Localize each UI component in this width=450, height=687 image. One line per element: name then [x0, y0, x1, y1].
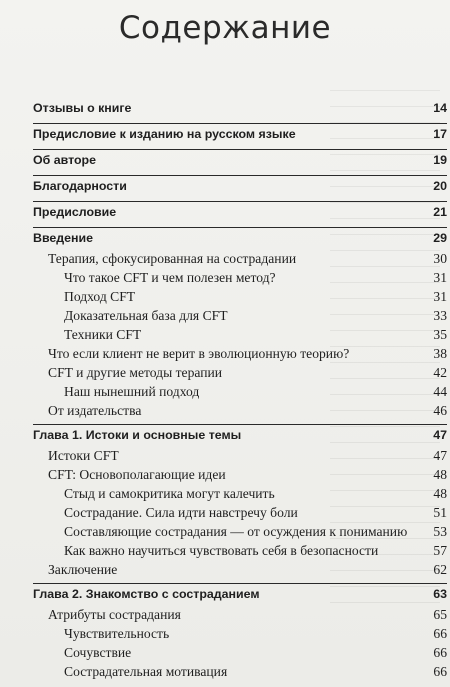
toc-entry-title: Терапия, сфокусированная на сострадании: [48, 251, 297, 266]
toc-entry[interactable]: [33, 541, 447, 560]
toc-entry-title: Глава 2. Знакомство с состраданием: [33, 587, 260, 601]
toc-entry[interactable]: [33, 560, 447, 579]
toc-entry[interactable]: [33, 325, 447, 344]
toc-entry-page: 21: [433, 205, 447, 219]
toc-entry-page: 47: [433, 448, 447, 463]
toc-entry-page: 31: [433, 270, 447, 285]
toc-entry[interactable]: [33, 306, 447, 325]
toc-chapter-entry[interactable]: [33, 98, 447, 119]
toc-entry[interactable]: [33, 382, 447, 401]
toc-entry-page: 20: [433, 179, 447, 193]
toc-entry[interactable]: [33, 484, 447, 503]
toc-entry[interactable]: [33, 268, 447, 287]
toc-entry-page: 29: [433, 231, 447, 245]
toc-entry-page: 42: [433, 365, 447, 380]
toc-entry[interactable]: [33, 401, 447, 420]
toc-entry[interactable]: [33, 446, 447, 465]
toc-entry[interactable]: [33, 287, 447, 306]
toc-entry-page: 66: [433, 664, 447, 679]
toc-entry-title: Введение: [33, 231, 94, 245]
toc-entry-title: От издательства: [48, 403, 142, 418]
toc-entry[interactable]: [33, 643, 447, 662]
toc-entry-page: 63: [433, 587, 447, 601]
toc-entry[interactable]: [33, 605, 447, 624]
toc-entry-page: 53: [433, 524, 447, 539]
toc-entry[interactable]: [33, 363, 447, 382]
toc-chapter-entry[interactable]: [33, 583, 447, 605]
toc-chapter-entry[interactable]: [33, 424, 447, 446]
toc-entry-page: 48: [433, 486, 447, 501]
toc-entry[interactable]: [33, 522, 447, 541]
toc-entry-title: Сочувствие: [64, 645, 132, 660]
toc-entry-title: Заключение: [48, 562, 118, 577]
toc-entry-title: Чувствительность: [64, 626, 170, 641]
toc-entry-page: 48: [433, 467, 447, 482]
toc-entry-page: 47: [433, 428, 447, 442]
toc-entry-title: Техники CFT: [64, 327, 142, 342]
toc-entry-title: Доказательная база для CFT: [64, 308, 228, 323]
toc-entry-title: Составляющие сострадания — от осуждения к пониманию: [64, 524, 408, 539]
toc-entry-title: CFT и другие методы терапии: [48, 365, 223, 380]
toc-entry-page: 51: [433, 505, 447, 520]
toc-entry-page: 17: [433, 127, 447, 141]
toc-entry-title: Истоки CFT: [48, 448, 119, 463]
toc-entry-page: 30: [433, 251, 447, 266]
toc-entry-title: Наш нынешний подход: [64, 384, 200, 399]
toc-entry-title: Об авторе: [33, 153, 97, 167]
toc-entry-page: 14: [433, 101, 447, 115]
toc-entry-title: Атрибуты сострадания: [48, 607, 181, 622]
toc-chapter-entry[interactable]: [33, 149, 447, 171]
toc-entry[interactable]: [33, 465, 447, 484]
toc-entry-page: 33: [433, 308, 447, 323]
toc-entry-title: Глава 1. Истоки и основные темы: [33, 428, 242, 442]
toc-entry-page: 62: [433, 562, 447, 577]
toc-entry-title: Сострадание. Сила идти навстречу боли: [64, 505, 298, 520]
toc-entry-page: 65: [433, 607, 447, 622]
toc-entry-title: Что такое CFT и чем полезен метод?: [64, 270, 276, 285]
table-of-contents: [33, 98, 447, 681]
toc-entry-title: Сострадательная мотивация: [64, 664, 228, 679]
toc-chapter-entry[interactable]: [33, 175, 447, 197]
toc-entry-page: 31: [433, 289, 447, 304]
toc-entry-page: 46: [433, 403, 447, 418]
toc-chapter-entry[interactable]: [33, 227, 447, 249]
toc-entry-page: 66: [433, 626, 447, 641]
toc-entry-title: Что если клиент не верит в эволюционную теорию?: [48, 346, 350, 361]
toc-entry-page: 38: [433, 346, 447, 361]
toc-entry[interactable]: [33, 624, 447, 643]
toc-entry-title: Отзывы о книге: [33, 101, 132, 115]
toc-entry-page: 44: [433, 384, 447, 399]
toc-entry-title: Подход CFT: [64, 289, 136, 304]
toc-entry[interactable]: [33, 249, 447, 268]
toc-entry-title: Как важно научиться чувствовать себя в безопасности: [64, 543, 379, 558]
toc-entry-page: 19: [433, 153, 447, 167]
toc-entry[interactable]: [33, 344, 447, 363]
toc-chapter-entry[interactable]: [33, 123, 447, 145]
toc-entry-page: 35: [433, 327, 447, 342]
toc-entry-title: Предисловие к изданию на русском языке: [33, 127, 296, 141]
page-title: Содержание: [118, 10, 332, 46]
toc-entry-title: Предисловие: [33, 205, 117, 219]
toc-entry[interactable]: [33, 503, 447, 522]
toc-entry-title: Стыд и самокритика могут калечить: [64, 486, 275, 501]
toc-entry-page: 57: [433, 543, 447, 558]
toc-entry-title: Благодарности: [33, 179, 127, 193]
toc-chapter-entry[interactable]: [33, 201, 447, 223]
toc-entry-page: 66: [433, 645, 447, 660]
toc-entry[interactable]: [33, 662, 447, 681]
toc-entry-title: CFT: Основополагающие идеи: [48, 467, 226, 482]
